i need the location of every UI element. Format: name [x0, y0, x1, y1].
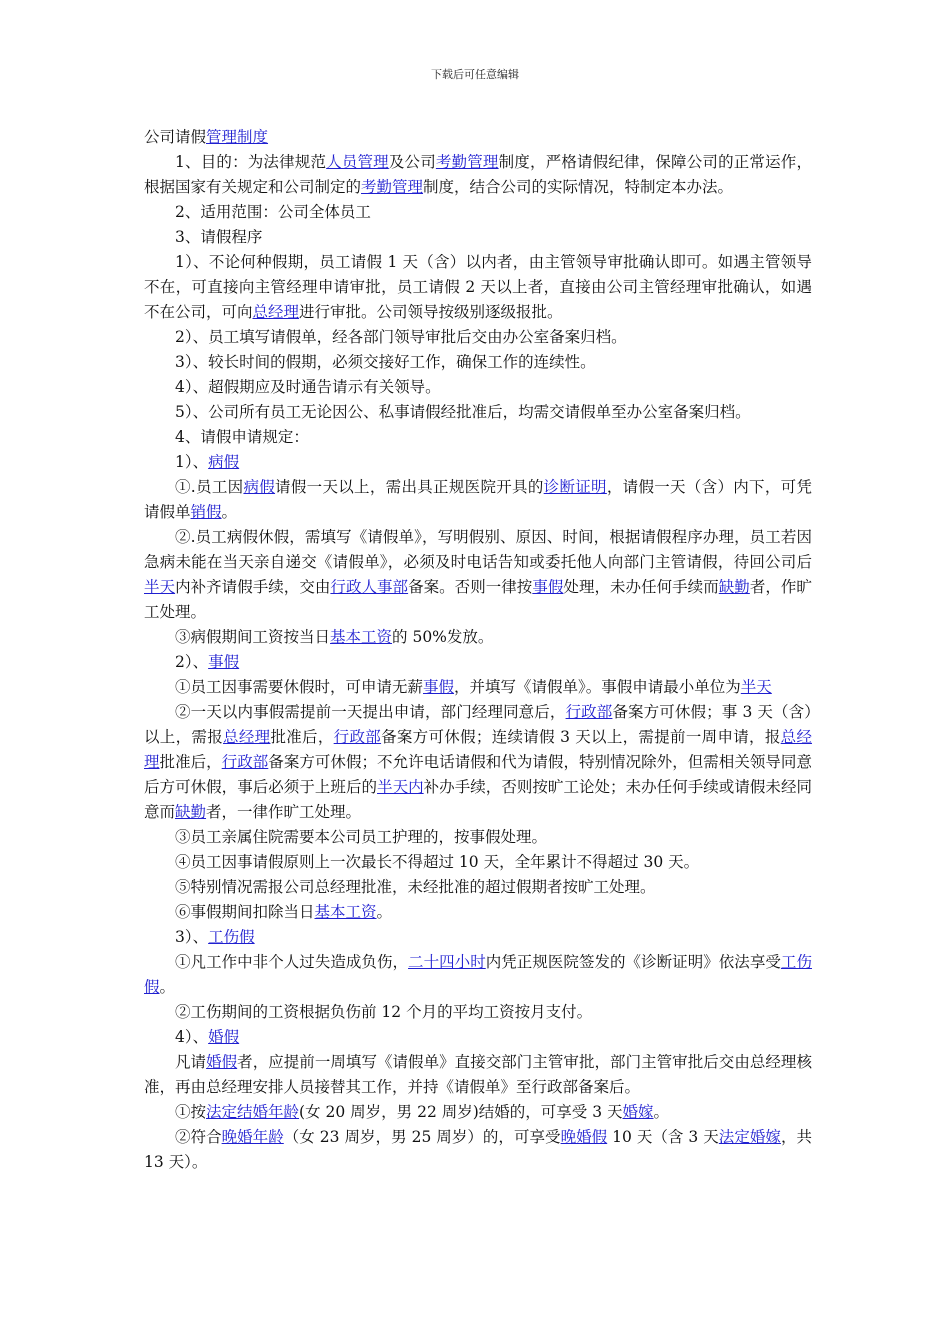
hyperlink[interactable]: 法定结婚年龄 [206, 1103, 300, 1121]
text-run: ，并填写《请假单》。事假申请最小单位为 [454, 678, 741, 696]
paragraph [144, 650, 812, 675]
text-run: ②一天以内事假需提前一天提出申请，部门经理同意后， [175, 703, 566, 721]
hyperlink[interactable]: 销假 [190, 503, 222, 521]
hyperlink[interactable]: 总经理 [144, 728, 812, 771]
text-run: 5）、公司所有员工无论因公、私事请假经批准后，均需交请假单至办公室备案归档。 [175, 403, 751, 421]
hyperlink[interactable]: 病假 [243, 478, 276, 496]
text-run: 补办手续，否则按旷工论处；未办任何手续或请假未经同意而 [144, 778, 812, 821]
text-run: ①.员工因 [175, 478, 244, 496]
text-run: 3、请假程序 [175, 228, 263, 246]
hyperlink[interactable]: 婚嫁 [622, 1103, 654, 1121]
hyperlink[interactable]: 基本工资 [314, 903, 377, 921]
paragraph [144, 850, 812, 875]
text-run: 3）、较长时间的假期，必须交接好工作，确保工作的连续性。 [175, 353, 596, 371]
hyperlink[interactable]: 管理制度 [206, 128, 269, 146]
text-run: 制度，严格请假纪律，保障公司的正常运作，根据国家有关规定和公司制定的 [144, 153, 812, 196]
paragraph [144, 825, 812, 850]
hyperlink[interactable]: 行政人事部 [330, 578, 409, 596]
hyperlink[interactable]: 工伤假 [144, 953, 812, 996]
paragraph [144, 1100, 812, 1125]
paragraph [144, 875, 812, 900]
paragraph [144, 1050, 812, 1100]
text-run: ①凡工作中非个人过失造成负伤， [175, 953, 409, 971]
text-run: 10 天（含 3 天 [607, 1128, 719, 1146]
hyperlink[interactable]: 婚假 [206, 1053, 238, 1071]
text-run: ③员工亲属住院需要本公司员工护理的，按事假处理。 [175, 828, 548, 846]
paragraph [144, 900, 812, 925]
text-run: ，共 13 天）。 [144, 1128, 812, 1171]
document-title [144, 125, 812, 150]
paragraph [144, 1125, 812, 1175]
text-run: 3）、 [175, 928, 209, 946]
text-run: ②.员工病假休假，需填写《请假单》，写明假别、原因、时间，根据请假程序办理，员工若因急病未能在当天亲自递交《请假单》，必须及时电话告知或委托他人向部门主管请假，待回公司后 [144, 528, 812, 571]
text-run: 1）、不论何种假期，员工请假 1 天（含）以内者，由主管领导审批确认即可。如遇主管领导不在，可直接向主管经理申请审批，员工请假 2 天以上者，直接由公司主管经理审批确认，如遇不在公司，可向 [144, 253, 812, 321]
hyperlink[interactable]: 考勤管理 [435, 153, 499, 171]
text-run: 的 50%发放。 [392, 628, 494, 646]
text-run: (女 20 周岁，男 22 周岁)结婚的，可享受 3 天 [299, 1103, 623, 1121]
paragraph [144, 150, 812, 200]
text-run: 凡请 [175, 1053, 207, 1071]
text-run: ①按 [175, 1103, 207, 1121]
text-run: 4、请假申请规定： [175, 428, 309, 446]
paragraph [144, 400, 812, 425]
text-run: ③病假期间工资按当日 [175, 628, 331, 646]
text-run: 。 [159, 978, 176, 996]
paragraph [144, 675, 812, 700]
text-run: ②工伤期间的工资根据负伤前 12 个月的平均工资按月支付。 [175, 1003, 593, 1021]
paragraph [144, 625, 812, 650]
text-run: 1、目的：为法律规范 [175, 153, 327, 171]
hyperlink[interactable]: 病假 [208, 453, 240, 471]
hyperlink[interactable]: 事假 [532, 578, 564, 596]
text-run: 。 [653, 1103, 670, 1121]
hyperlink[interactable]: 半天 [740, 678, 772, 696]
hyperlink[interactable]: 人员管理 [326, 153, 389, 171]
text-run: ①员工因事需要休假时，可申请无薪 [175, 678, 424, 696]
paragraph [144, 475, 812, 525]
text-run: 4）、 [175, 1028, 209, 1046]
text-run: 内补齐请假手续，交由 [175, 578, 331, 596]
text-run: ②符合 [175, 1128, 222, 1146]
text-run: 备案方可休假；不允许电话请假和代为请假，特别情况除外，但需相关领导同意后方可休假，事后必须于上班后的 [144, 753, 812, 796]
text-run: 4）、超假期应及时通告请示有关领导。 [175, 378, 441, 396]
hyperlink[interactable]: 事假 [423, 678, 455, 696]
paragraph [144, 375, 812, 400]
text-run: （女 23 周岁，男 25 周岁）的，可享受 [283, 1128, 561, 1146]
paragraph [144, 200, 812, 225]
text-run: 者，应提前一周填写《请假单》直接交部门主管审批，部门主管审批后交由总经理核准，再由总经理安排人员接替其工作，并持《请假单》至行政部备案后。 [144, 1053, 812, 1096]
hyperlink[interactable]: 缺勤 [718, 578, 750, 596]
hyperlink[interactable]: 晚婚年龄 [221, 1128, 284, 1146]
paragraph [144, 350, 812, 375]
text-run: 备案。否则一律按 [408, 578, 533, 596]
hyperlink[interactable]: 二十四小时 [408, 953, 486, 971]
hyperlink[interactable]: 基本工资 [330, 628, 393, 646]
paragraph [144, 450, 812, 475]
text-run: 者，一律作旷工处理。 [206, 803, 362, 821]
page-header: 下载后可任意编辑 [431, 68, 519, 81]
document-body [144, 125, 812, 1175]
hyperlink[interactable]: 婚假 [208, 1028, 240, 1046]
text-run: 批准后， [159, 753, 222, 771]
text-run: 。 [221, 503, 238, 521]
hyperlink[interactable]: 行政部 [565, 703, 613, 721]
hyperlink[interactable]: 总经理 [252, 303, 300, 321]
paragraph [144, 250, 812, 325]
text-run: 2）、 [175, 653, 209, 671]
hyperlink[interactable]: 事假 [208, 653, 240, 671]
text-run: ④员工因事请假原则上一次最长不得超过 10 天，全年累计不得超过 30 天。 [175, 853, 700, 871]
paragraph [144, 950, 812, 1000]
text-run: 公司请假 [144, 128, 207, 146]
text-run: 批准后， [270, 728, 334, 746]
hyperlink[interactable]: 行政部 [221, 753, 269, 771]
paragraph [144, 1025, 812, 1050]
paragraph [144, 325, 812, 350]
hyperlink[interactable]: 半天 [144, 578, 176, 596]
paragraph [144, 1000, 812, 1025]
hyperlink[interactable]: 缺勤 [175, 803, 207, 821]
hyperlink[interactable]: 诊断证明 [543, 478, 607, 496]
text-run: 进行审批。公司领导按级别逐级报批。 [299, 303, 563, 321]
paragraph [144, 225, 812, 250]
text-run: 。 [376, 903, 393, 921]
text-run: 处理，未办任何手续而 [563, 578, 719, 596]
text-run: 2、适用范围：公司全体员工 [175, 203, 371, 221]
text-run: 1）、 [175, 453, 209, 471]
paragraph [144, 700, 812, 825]
text-run: 者，作旷工处理。 [144, 578, 812, 621]
text-run: 备案方可休假；事 3 天（含）以上，需报 [144, 703, 812, 746]
text-run: 及公司 [388, 153, 436, 171]
hyperlink[interactable]: 半天内 [377, 778, 424, 796]
paragraph [144, 425, 812, 450]
hyperlink[interactable]: 工伤假 [208, 928, 255, 946]
hyperlink[interactable]: 晚婚假 [560, 1128, 608, 1146]
text-run: 备案方可休假；连续请假 3 天以上，需提前一周申请，报 [381, 728, 781, 746]
hyperlink[interactable]: 法定婚嫁 [718, 1128, 781, 1146]
text-run: 内凭正规医院签发的《诊断证明》依法享受 [485, 953, 781, 971]
hyperlink[interactable]: 总经理 [223, 728, 271, 746]
paragraph [144, 525, 812, 625]
hyperlink[interactable]: 行政部 [333, 728, 382, 746]
text-run: ，请假一天（含）内下，可凭请假单 [144, 478, 812, 521]
text-run: 制度，结合公司的实际情况，特制定本办法。 [423, 178, 734, 196]
text-run: 2）、员工填写请假单，经各部门领导审批后交由办公室备案归档。 [175, 328, 627, 346]
paragraph [144, 925, 812, 950]
text-run: 请假一天以上，需出具正规医院开具的 [275, 478, 544, 496]
hyperlink[interactable]: 考勤管理 [361, 178, 424, 196]
text-run: ⑥事假期间扣除当日 [175, 903, 315, 921]
text-run: ⑤特别情况需报公司总经理批准，未经批准的超过假期者按旷工处理。 [175, 878, 656, 896]
